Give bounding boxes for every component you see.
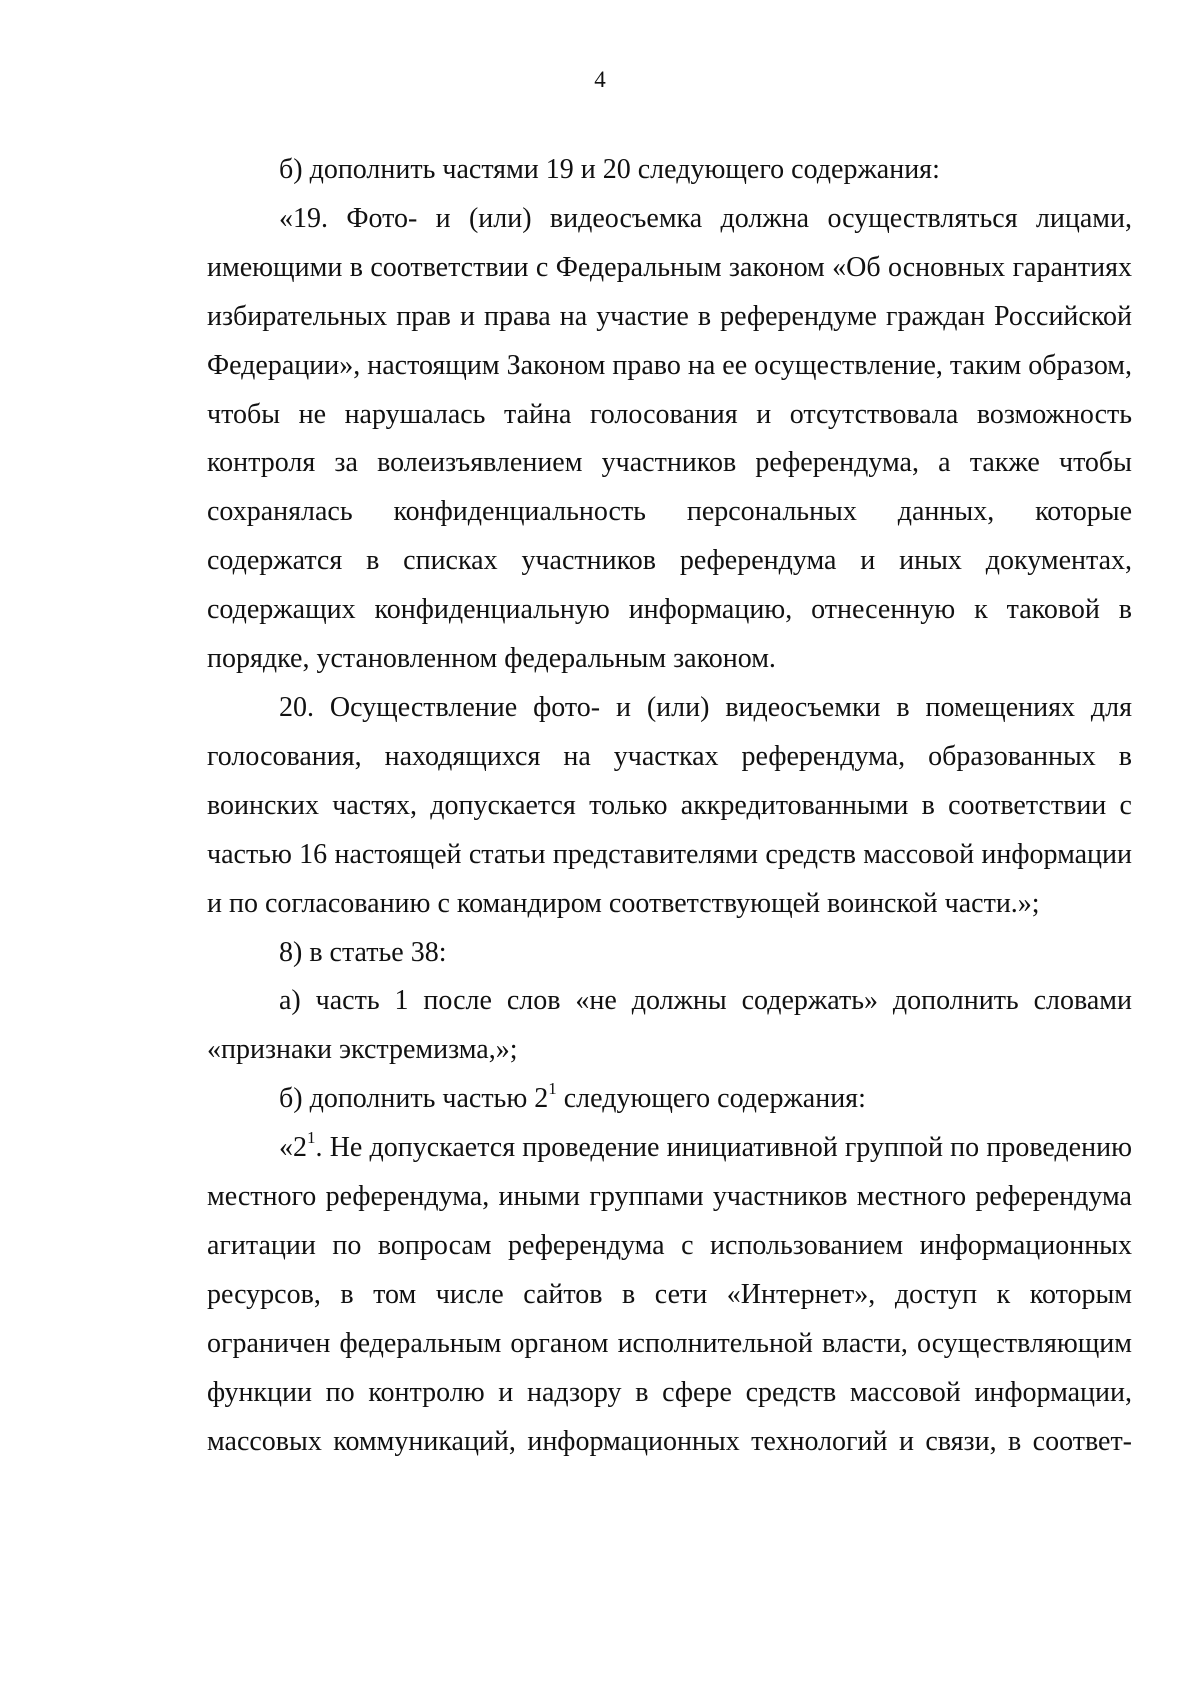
paragraph-add-part-2-1-tail: следующего содержания:: [556, 1083, 866, 1115]
paragraph-add-part-2-1-text: б) дополнить частью 2: [279, 1083, 549, 1115]
paragraph-part-1-amendment: а) часть 1 после слов «не должны содержать» дополнить словами «признаки экстремизма,»;: [207, 985, 1132, 1066]
paragraph-part-19: «19. Фото- и (или) видеосъемка должна осуществляться лицами, имеющими в соответствии с Федеральным законом «Об основных гарантиях избирательных прав и права на участие в референдуме граждан Российской Федерации», настоящим Законом право на ее осуществление, таким образом, чтобы не нарушалась тайна голосования и отсутствовала возможность контроля за волеизъявлением участников референдума, а также чтобы сохранялась конфиденциальность персональных данных, которые содержатся в списках участников референдума и иных документах, содержащих конфиденциальную информацию, отнесенную к таковой в порядке, установленном федеральным законом.: [207, 202, 1132, 675]
superscript-1: 1: [307, 1128, 316, 1148]
superscript-1: 1: [548, 1079, 557, 1099]
paragraph-part-20: 20. Осуществление фото- и (или) видеосъемки в помещениях для голосования, находящихся на участках референдума, образованных в воинских частях, допускается только аккредитованными в соответствии с частью 16 настоящей статьи представителями средств массовой информации и по согласованию с командиром соответствующей воинской части.»;: [207, 691, 1132, 919]
paragraph-amend-parts-19-20: б) дополнить частями 19 и 20 следующего содержания:: [279, 154, 940, 185]
document-body: [207, 146, 1132, 1466]
paragraph-article-38: 8) в статье 38:: [279, 936, 447, 968]
paragraph-add-part-2-1: [207, 1075, 1132, 1124]
paragraph-part-2-1-number: «2: [279, 1132, 307, 1164]
paragraph-part-2-1-text: . Не допускается проведение инициативной группой по проведению местного референдума, иными группами участников местного референдума агитации по вопросам референдума с использованием информационных ресурсов, в том числе сайтов в сети «Интернет», доступ к которым ограничен федеральным органом исполнительной власти, осуществляющим функции по контролю и надзору в сфере средств массовой информации, массовых коммуникаций, информационных технологий и связи, в соответ-: [207, 1132, 1132, 1457]
page-number: 4: [594, 67, 606, 92]
paragraph-part-2-1: [207, 1124, 1132, 1466]
